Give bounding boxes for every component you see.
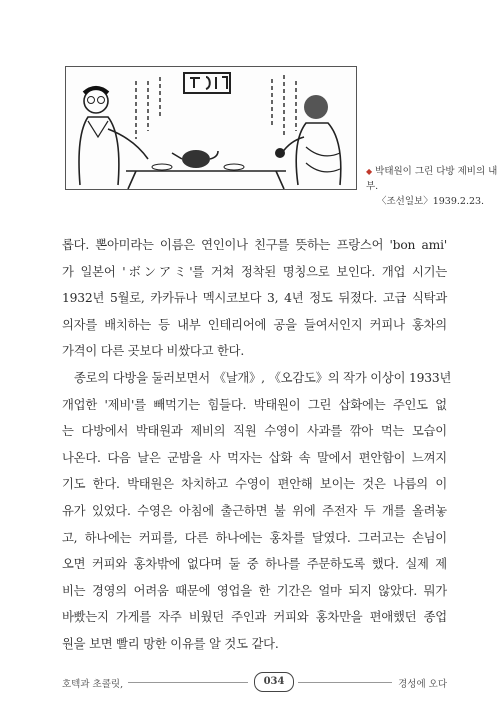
cartoon-drawing: [66, 67, 356, 189]
figure-caption: [366, 164, 498, 209]
caption-bullet-icon: ◆: [366, 167, 373, 176]
body-line: 개업한 '제비'를 빼먹기는 힘들다. 박태원이 그린 삽화에는 주인도 없: [62, 397, 447, 412]
footer-book-title: 호텍과 초콜릿,: [62, 679, 124, 690]
body-line: 바빴는지 가게를 자주 비웠던 주인과 커피와 홍차만을 편애했던 종업: [62, 610, 447, 625]
body-line: 비는 경영의 어려움 때문에 영업을 한 기간은 얼마 되지 않았다. 뭐가: [62, 583, 447, 598]
footer-divider: [298, 682, 392, 683]
body-line: 가격이 다른 곳보다 비쌌다고 한다.: [62, 344, 245, 359]
body-line: 는 다방에서 박태원과 제비의 직원 수영이 사과를 깎아 먹는 모습이: [62, 424, 447, 439]
page-footer: [62, 672, 447, 692]
body-line: 의자를 배치하는 등 내부 인테리어에 공을 들여서인지 커피나 홍차의: [62, 317, 447, 332]
body-line: 종로의 다방을 둘러보면서 《날개》, 《오감도》의 작가 이상이 1933년: [74, 370, 452, 385]
body-line: 1932년 5월로, 카카듀나 멕시코보다 3, 4년 정도 뒤졌다. 고급 식탁과: [62, 291, 447, 306]
body-line: 오면 커피와 홍차밖에 없다며 둘 중 하나를 주문하도록 했다. 실제 제: [62, 557, 447, 572]
caption-source: 〈조선일보〉1939.2.23.: [377, 196, 485, 207]
body-line: 나온다. 다음 날은 군밤을 사 먹자는 삽화 속 말에서 편안함이 느껴지: [62, 450, 447, 465]
footer-divider: [128, 682, 248, 683]
body-text: [62, 232, 452, 658]
caption-text: 박태원이 그린 다방 제비의 내부.: [366, 166, 498, 192]
body-line: 원을 보면 빨리 망한 이유를 알 것도 같다.: [62, 636, 279, 651]
footer-chapter-title: 경성에 오다: [398, 679, 447, 690]
page-number: 034: [254, 672, 294, 692]
body-line: 가 일본어 'ボンアミ'를 거쳐 정착된 명칭으로 보인다. 개업 시기는: [62, 264, 447, 279]
body-line: 고, 하나에는 커피를, 다른 하나에는 홍차를 달였다. 그러고는 손님이: [62, 530, 447, 545]
body-line: 롭다. 뽄아미라는 이름은 연인이나 친구를 뜻하는 프랑스어 'bon ami': [62, 238, 447, 252]
body-line: 유가 있었다. 수영은 아침에 출근하면 불 위에 주전자 두 개를 올려놓: [62, 503, 447, 518]
cartoon-illustration: [65, 66, 357, 190]
body-line: 기도 한다. 박태원은 차치하고 수영이 편안해 보이는 것은 나름의 이: [62, 477, 447, 492]
